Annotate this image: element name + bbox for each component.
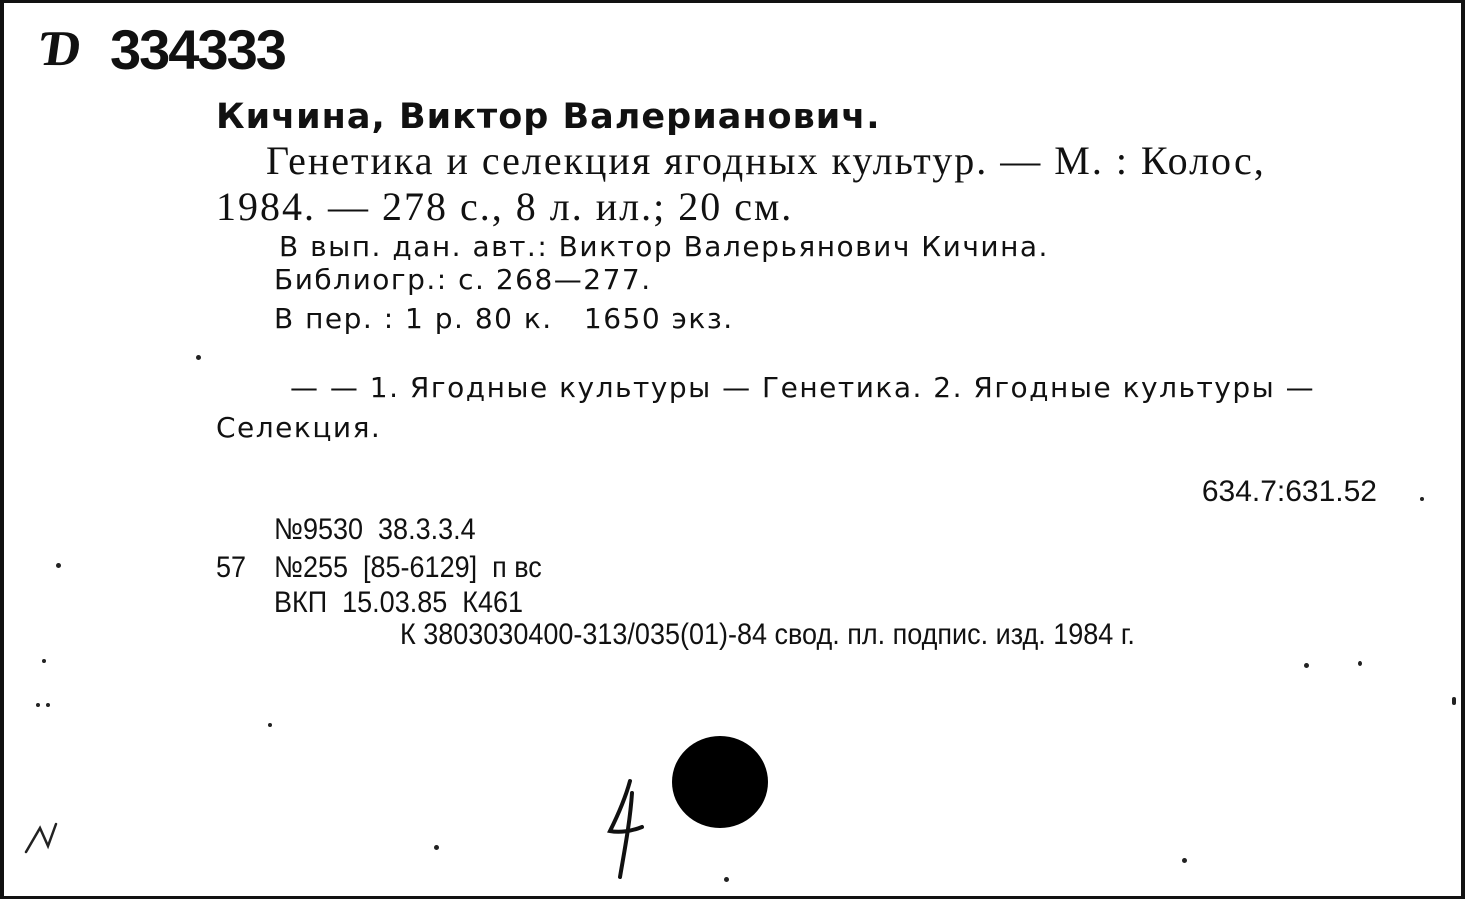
speck [196,355,201,360]
author-heading: Кичина, Виктор Валерианович. [216,97,881,137]
title-line-2: 1984. — 278 с., 8 л. ил.; 20 см. [216,184,794,229]
registration-number: №9530 38.3.3.4 [274,513,476,546]
stamp-mark: Ɗ [36,20,85,76]
speck [1182,858,1187,863]
subjects-line-1: — — 1. Ягодные культуры — Генетика. 2. Ягодные культуры — [290,371,1316,404]
speck [46,703,50,707]
registration-line: №255 [85-6129] п вс [274,551,542,584]
speck [434,845,439,850]
publisher-code: К 3803030400-313/035(01)-84 свод. пл. подпис. изд. 1984 г. [400,618,1135,651]
speck [1358,661,1362,666]
speck [56,563,61,568]
card-number: 334333 [110,18,285,81]
speck [724,877,729,882]
speck [1452,697,1456,705]
speck [1304,663,1309,668]
speck [1420,497,1424,501]
note-bibliography: Библиогр.: с. 268—277. [274,263,652,296]
vkp-line: ВКП 15.03.85 К461 [274,586,524,619]
speck [268,723,272,727]
speck [42,659,46,663]
title-line-1: Генетика и селекция ягодных культур. — М. : Колос, [266,138,1266,183]
subjects-line-2: Селекция. [216,411,382,444]
corner-scribble-icon [22,818,62,858]
speck [36,703,40,707]
note-author: В вып. дан. авт.: Виктор Валерьянович Кичина. [279,230,1049,263]
registration-row-prefix: 57 [216,551,247,584]
handwritten-mark [602,773,662,883]
udc-code: 634.7:631.52 [1201,475,1377,508]
punch-hole-dot [672,736,768,828]
note-price: В пер. : 1 р. 80 к. 1650 экз. [274,302,734,335]
